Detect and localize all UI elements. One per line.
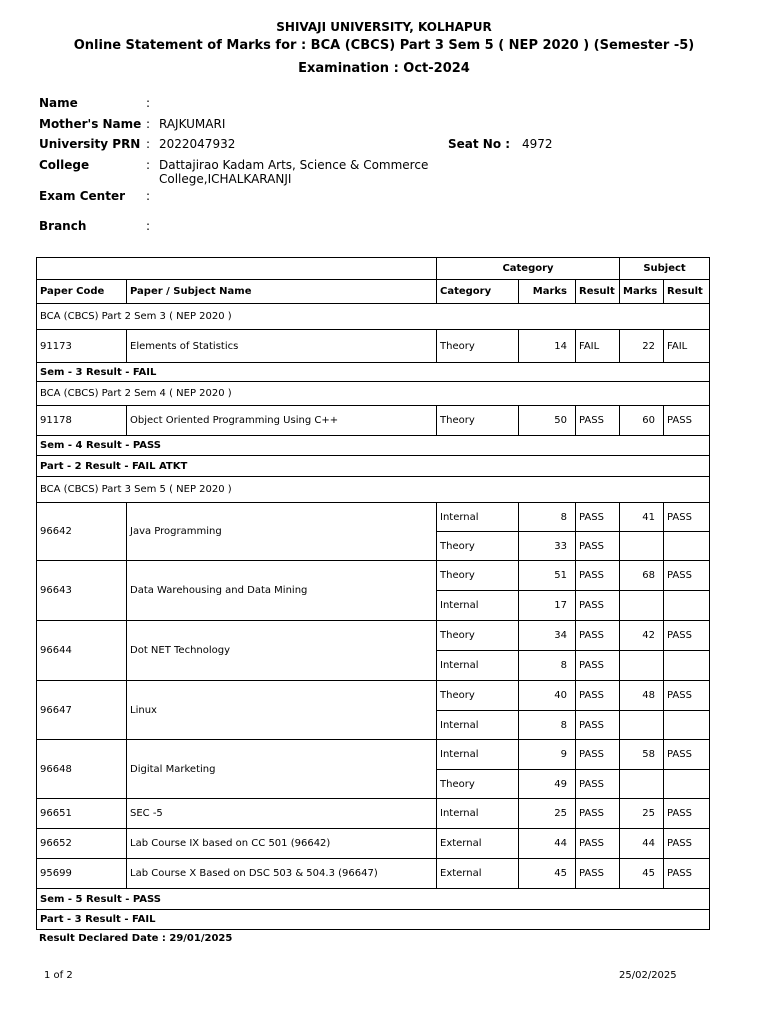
subject-name: Elements of Statistics [127,330,437,363]
category-result: PASS [576,503,620,532]
table-row [37,829,710,859]
category: Theory [437,561,519,591]
subject-marks-header: Marks [620,280,664,304]
paper-code: 96651 [37,799,127,829]
subject-name: Linux [127,681,437,740]
table-row [37,621,710,651]
subject-marks: 45 [620,859,664,889]
subject-name: Lab Course X Based on DSC 503 & 504.3 (96647) [127,859,437,889]
paper-code: 96647 [37,681,127,740]
statement-title: Online Statement of Marks for : BCA (CBCS) Part 3 Sem 5 ( NEP 2020 ) (Semester -5) [73,38,695,53]
subject-marks: 60 [620,406,664,436]
seat-value: 4972 [522,137,553,151]
mother-name-value: RAJKUMARI [159,117,226,131]
category-header: Category [437,280,519,304]
summary-row [37,436,710,456]
subject-name-header: Paper / Subject Name [127,280,437,304]
category-result: PASS [576,621,620,651]
subject-name: Object Oriented Programming Using C++ [127,406,437,436]
category: Internal [437,651,519,681]
category: Internal [437,591,519,621]
paper-code: 96652 [37,829,127,859]
subject-result: PASS [664,859,710,889]
empty-cell [620,651,664,681]
group-header-empty [37,258,437,280]
print-date: 25/02/2025 [619,970,677,981]
university-title: SHIVAJI UNIVERSITY, KOLHAPUR [276,20,492,34]
subject-name: Java Programming [127,503,437,561]
subject-result: PASS [664,503,710,532]
group-header-row [37,258,710,280]
subject-result-header: Result [664,280,710,304]
subject-result: PASS [664,621,710,651]
empty-cell [620,591,664,621]
college-line-2: College,ICHALKARANJI [159,172,292,186]
seat-label: Seat No : [448,137,511,151]
prn-value: 2022047932 [159,137,236,151]
subject-result: PASS [664,406,710,436]
subject-result: PASS [664,561,710,591]
table-row [37,681,710,711]
empty-cell [620,711,664,740]
category: Theory [437,770,519,799]
empty-cell [664,591,710,621]
section-row [37,477,710,503]
empty-cell [620,770,664,799]
part-2-result: Part - 2 Result - FAIL ATKT [37,456,710,477]
subject-marks: 25 [620,799,664,829]
examination-title: Examination : Oct-2024 [298,61,470,76]
category: Internal [437,711,519,740]
subject-name: Digital Marketing [127,740,437,799]
subject-name: SEC -5 [127,799,437,829]
subject-name: Data Warehousing and Data Mining [127,561,437,621]
category-result-header: Result [576,280,620,304]
subject-marks: 48 [620,681,664,711]
category-marks: 9 [519,740,576,770]
category: External [437,859,519,889]
category: Theory [437,406,519,436]
name-label: Name [39,96,78,110]
table-row [37,561,710,591]
subject-result: PASS [664,740,710,770]
empty-cell [664,711,710,740]
category-marks: 50 [519,406,576,436]
category-result: PASS [576,532,620,561]
section-label: BCA (CBCS) Part 2 Sem 4 ( NEP 2020 ) [37,382,710,406]
category-result: PASS [576,740,620,770]
category-marks: 49 [519,770,576,799]
category-marks: 51 [519,561,576,591]
paper-code-header: Paper Code [37,280,127,304]
empty-cell [620,532,664,561]
subject-result: PASS [664,681,710,711]
table-row [37,503,710,532]
subject-marks: 41 [620,503,664,532]
subject-name: Dot NET Technology [127,621,437,681]
category-result: FAIL [576,330,620,363]
subject-group-header: Subject [620,258,710,280]
category-marks: 33 [519,532,576,561]
part-3-result: Part - 3 Result - FAIL [37,910,710,930]
subject-result: PASS [664,799,710,829]
exam-center-label: Exam Center [39,189,125,203]
category-marks: 17 [519,591,576,621]
summary-row [37,363,710,382]
prn-colon: : [146,137,151,151]
college-line-1: Dattajirao Kadam Arts, Science & Commerce [159,158,429,172]
category-result: PASS [576,859,620,889]
branch-label: Branch [39,219,87,233]
result-declared-date: Result Declared Date : 29/01/2025 [39,933,233,944]
category: Theory [437,621,519,651]
category-marks: 45 [519,859,576,889]
table-row [37,799,710,829]
category-result: PASS [576,651,620,681]
paper-code: 96648 [37,740,127,799]
category-marks: 8 [519,711,576,740]
summary-row [37,910,710,930]
table-row [37,406,710,436]
category-marks: 40 [519,681,576,711]
sem-5-result: Sem - 5 Result - PASS [37,889,710,910]
category-result: PASS [576,711,620,740]
empty-cell [664,532,710,561]
category-result: PASS [576,681,620,711]
section-label: BCA (CBCS) Part 2 Sem 3 ( NEP 2020 ) [37,304,710,330]
page-number: 1 of 2 [44,970,73,981]
category: Internal [437,740,519,770]
subject-marks: 68 [620,561,664,591]
category-result: PASS [576,770,620,799]
category-marks: 14 [519,330,576,363]
sem-3-result: Sem - 3 Result - FAIL [37,363,710,382]
sem-4-result: Sem - 4 Result - PASS [37,436,710,456]
category: Theory [437,681,519,711]
college-colon: : [146,158,151,172]
subject-marks: 42 [620,621,664,651]
table-row [37,859,710,889]
subject-marks: 58 [620,740,664,770]
category-marks: 25 [519,799,576,829]
category: Theory [437,330,519,363]
category-result: PASS [576,829,620,859]
college-label: College [39,158,90,172]
summary-row [37,889,710,910]
table-row [37,330,710,363]
paper-code: 96644 [37,621,127,681]
category-marks: 44 [519,829,576,859]
paper-code: 95699 [37,859,127,889]
empty-cell [664,770,710,799]
empty-cell [664,651,710,681]
category-marks-header: Marks [519,280,576,304]
section-row [37,304,710,330]
subject-name: Lab Course IX based on CC 501 (96642) [127,829,437,859]
table-row [37,740,710,770]
category: Internal [437,503,519,532]
category-marks: 34 [519,621,576,651]
summary-row [37,456,710,477]
paper-code: 96642 [37,503,127,561]
column-header-row [37,280,710,304]
section-label: BCA (CBCS) Part 3 Sem 5 ( NEP 2020 ) [37,477,710,503]
subject-marks: 22 [620,330,664,363]
subject-marks: 44 [620,829,664,859]
mother-name-label: Mother's Name [39,117,142,131]
paper-code: 96643 [37,561,127,621]
mother-name-colon: : [146,117,151,131]
category-group-header: Category [437,258,620,280]
section-row [37,382,710,406]
paper-code: 91173 [37,330,127,363]
subject-result: PASS [664,829,710,859]
name-colon: : [146,96,151,110]
category: Internal [437,799,519,829]
exam-center-colon: : [146,189,151,203]
category: Theory [437,532,519,561]
category-result: PASS [576,799,620,829]
subject-result: FAIL [664,330,710,363]
category-result: PASS [576,561,620,591]
category-result: PASS [576,591,620,621]
branch-colon: : [146,219,151,233]
category-marks: 8 [519,651,576,681]
category-marks: 8 [519,503,576,532]
category: External [437,829,519,859]
paper-code: 91178 [37,406,127,436]
marks-table [36,257,710,930]
prn-label: University PRN [39,137,141,151]
category-result: PASS [576,406,620,436]
